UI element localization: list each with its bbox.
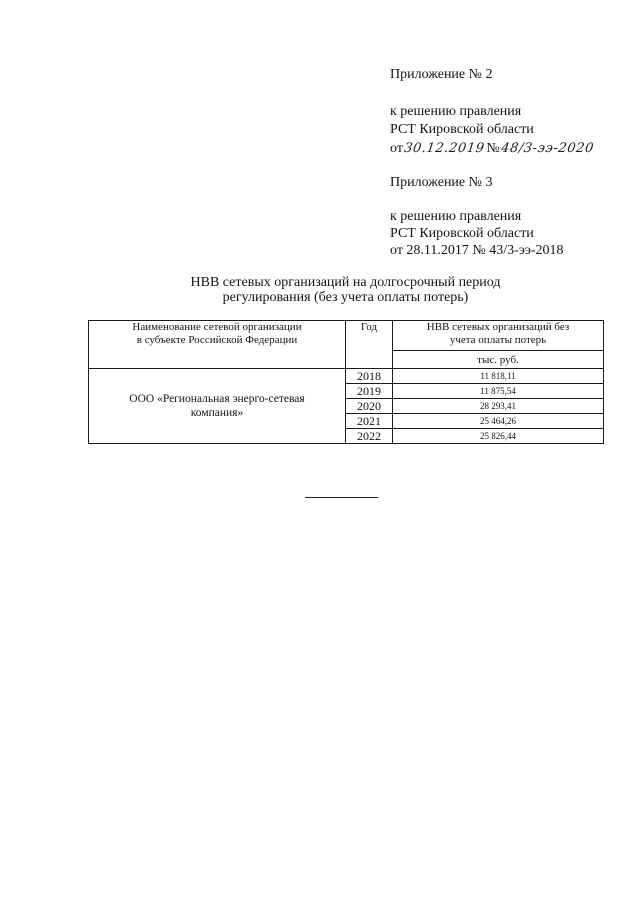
header-nvv-line-2: учета оплаты потерь bbox=[449, 334, 547, 346]
year-cell: 2021 bbox=[346, 414, 393, 429]
nvv-value-cell: 28 293,41 bbox=[393, 399, 604, 414]
year-cell: 2018 bbox=[346, 369, 393, 384]
table-row bbox=[89, 369, 604, 384]
header-organization-line-1: Наименование сетевой организации bbox=[132, 321, 302, 333]
header-nvv bbox=[393, 321, 604, 351]
organization-name-line-2: компания» bbox=[190, 407, 244, 419]
appendix-2-authority-line: РСТ Кировской области bbox=[390, 122, 534, 137]
organization-cell bbox=[89, 369, 346, 444]
organization-name-line-1: ООО «Региональная энерго-сетевая bbox=[129, 393, 305, 405]
header-organization bbox=[89, 321, 346, 369]
header-year bbox=[346, 321, 393, 369]
header-organization-line-2: в субъекте Российской Федерации bbox=[136, 334, 298, 346]
appendix-3-authority-line: РСТ Кировской области bbox=[390, 226, 534, 241]
year-cell: 2020 bbox=[346, 399, 393, 414]
header-nvv-line-1: НВВ сетевых организаций без bbox=[426, 321, 570, 333]
nvv-value-cell: 25 826,44 bbox=[393, 429, 604, 444]
number-sign: № bbox=[486, 141, 500, 156]
header-unit: тыс. руб. bbox=[393, 351, 604, 369]
handwritten-number: 48/3-ээ-2020 bbox=[499, 141, 595, 156]
date-prefix: от bbox=[390, 141, 403, 156]
nvv-value-cell: 25 464,26 bbox=[393, 414, 604, 429]
table-header-row bbox=[89, 321, 604, 351]
nvv-value-cell: 11 875,54 bbox=[393, 384, 604, 399]
nvv-value-cell: 11 818,11 bbox=[393, 369, 604, 384]
header-year-label: Год bbox=[360, 321, 378, 333]
appendix-3-title: Приложение № 3 bbox=[390, 175, 493, 190]
appendix-2-title: Приложение № 2 bbox=[390, 67, 493, 82]
document-title-line-2: регулирования (без учета оплаты потерь) bbox=[222, 290, 469, 305]
nvv-table bbox=[88, 320, 604, 444]
appendix-3-decision-line: к решению правления bbox=[390, 209, 522, 224]
appendix-2-date-number-line bbox=[390, 141, 594, 157]
end-separator-line bbox=[305, 497, 378, 498]
document-title-line-1: НВВ сетевых организаций на долгосрочный период bbox=[190, 275, 501, 290]
year-cell: 2022 bbox=[346, 429, 393, 444]
appendix-3-date-number-line: от 28.11.2017 № 43/3-ээ-2018 bbox=[390, 243, 564, 258]
year-cell: 2019 bbox=[346, 384, 393, 399]
handwritten-date: 30.12.2019 bbox=[402, 141, 486, 156]
appendix-2-decision-line: к решению правления bbox=[390, 104, 522, 119]
